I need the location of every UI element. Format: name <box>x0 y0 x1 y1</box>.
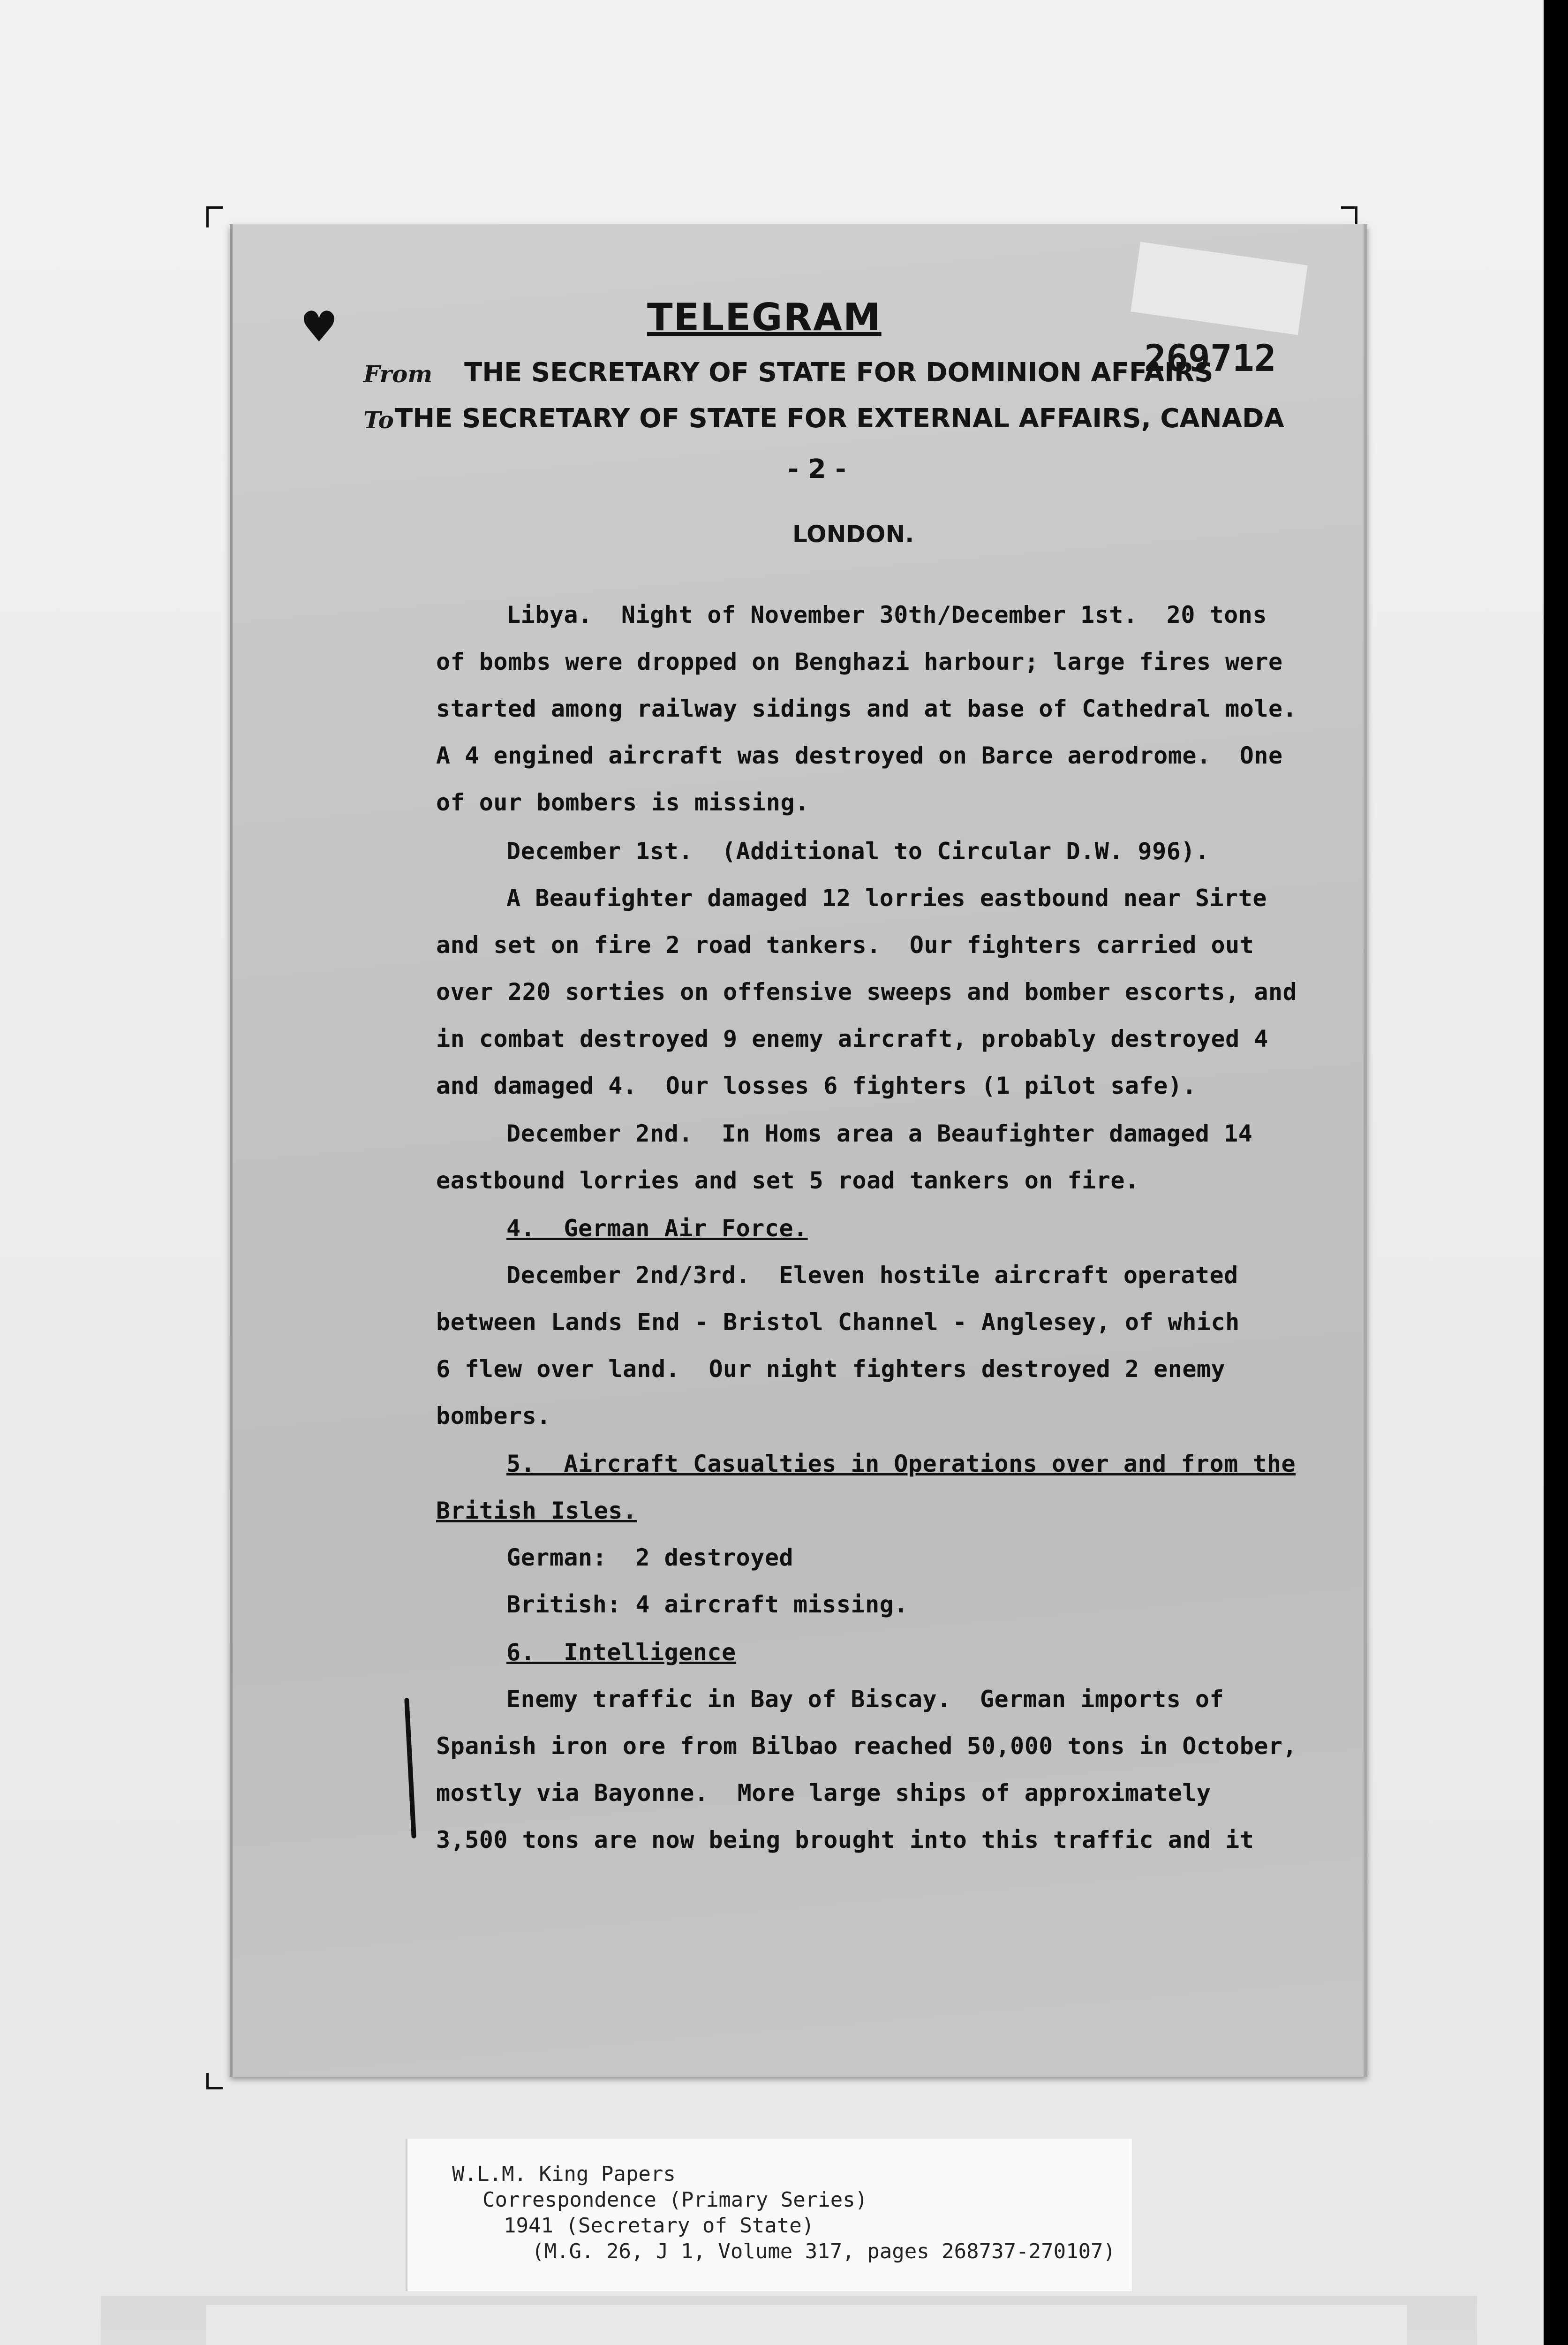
body-line: German: 2 destroyed <box>506 1544 794 1571</box>
body-line: bombers. <box>436 1402 551 1430</box>
registration-mark-bottom-left <box>206 2073 223 2089</box>
city-line: LONDON. <box>792 521 914 548</box>
body-line: of bombs were dropped on Benghazi harbour; large fires were <box>436 648 1283 675</box>
catalog-label <box>406 2139 1132 2291</box>
body-line: over 220 sorties on offensive sweeps and bomber escorts, and <box>436 978 1297 1006</box>
label-line: Correspondence (Primary Series) <box>482 2188 868 2212</box>
section-heading: 4. German Air Force. <box>506 1215 808 1242</box>
to-label: To <box>363 406 394 434</box>
heart-mark-icon: ♥ <box>300 303 338 352</box>
from-value: THE SECRETARY OF STATE FOR DOMINION AFFAIRS <box>464 357 1214 388</box>
body-line: December 1st. (Additional to Circular D.W. 996). <box>506 838 1210 865</box>
film-edge <box>1544 0 1568 2345</box>
body-line: December 2nd/3rd. Eleven hostile aircraft operated <box>506 1262 1238 1289</box>
body-line: British: 4 aircraft missing. <box>506 1591 908 1618</box>
body-line: between Lands End - Bristol Channel - Anglesey, of which <box>436 1309 1240 1336</box>
section-heading: British Isles. <box>436 1497 637 1524</box>
body-line: A Beaufighter damaged 12 lorries eastbound near Sirte <box>506 885 1267 912</box>
registration-mark-top-left <box>206 206 223 227</box>
to-value: THE SECRETARY OF STATE FOR EXTERNAL AFFAIRS, CANADA <box>395 403 1284 434</box>
body-line: A 4 engined aircraft was destroyed on Barce aerodrome. One <box>436 742 1283 769</box>
label-line: (M.G. 26, J 1, Volume 317, pages 268737-270107) <box>532 2239 1116 2263</box>
body-line: eastbound lorries and set 5 road tankers on fire. <box>436 1167 1139 1194</box>
body-line: December 2nd. In Homs area a Beaufighter damaged 14 <box>506 1120 1253 1147</box>
body-line: in combat destroyed 9 enemy aircraft, probably destroyed 4 <box>436 1025 1268 1052</box>
body-line: and set on fire 2 road tankers. Our fighters carried out <box>436 931 1254 959</box>
body-line: 6 flew over land. Our night fighters destroyed 2 enemy <box>436 1355 1226 1383</box>
body-line: Spanish iron ore from Bilbao reached 50,000 tons in October, <box>436 1732 1297 1760</box>
label-line: W.L.M. King Papers <box>452 2162 676 2186</box>
telegram-title: TELEGRAM <box>647 295 882 339</box>
archive-board-panel <box>206 2305 1407 2345</box>
body-line: Libya. Night of November 30th/December 1st. 20 tons <box>506 601 1267 628</box>
document-number: 269712 <box>1144 338 1276 380</box>
from-label: From <box>363 360 433 388</box>
body-line: mostly via Bayonne. More large ships of approximately <box>436 1779 1211 1807</box>
body-line: Enemy traffic in Bay of Biscay. German imports of <box>506 1686 1224 1713</box>
body-line: and damaged 4. Our losses 6 fighters (1 pilot safe). <box>436 1072 1197 1099</box>
body-line: of our bombers is missing. <box>436 789 809 816</box>
body-line: 3,500 tons are now being brought into this traffic and it <box>436 1826 1254 1853</box>
section-heading: 6. Intelligence <box>506 1639 736 1666</box>
body-line: started among railway sidings and at base of Cathedral mole. <box>436 695 1297 722</box>
page-number: - 2 - <box>788 454 846 484</box>
section-heading: 5. Aircraft Casualties in Operations over and from the <box>506 1450 1296 1477</box>
label-line: 1941 (Secretary of State) <box>504 2214 814 2238</box>
